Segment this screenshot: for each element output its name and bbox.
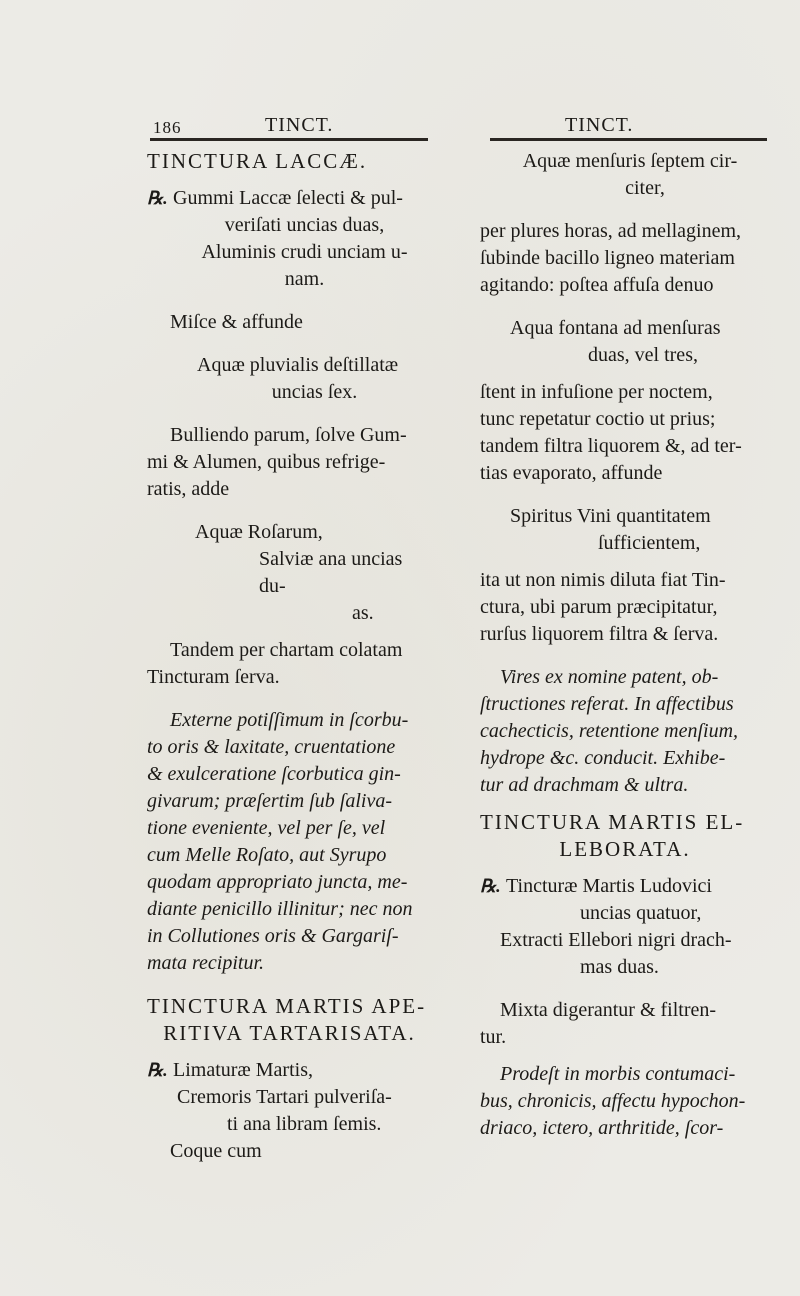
italic-line: hydrope &c. conducit. Exhibe- <box>480 747 726 769</box>
recipe-line: veriſati uncias duas, <box>224 214 385 236</box>
text-line: per plures horas, ad mellaginem, <box>480 220 742 242</box>
page-number: 186 <box>153 118 182 137</box>
running-head-left: TINCT. <box>265 114 334 136</box>
right-column <box>480 148 770 1142</box>
text-line: Tandem per chartam colatam <box>170 639 403 661</box>
italic-line: diante penicillo illinitur; nec non <box>147 898 413 920</box>
recipe-line: Cremoris Tartari pulveriſa- <box>177 1086 392 1108</box>
recipe-line: uncias quatuor, <box>580 902 702 924</box>
text-line: ſufficientem, <box>598 532 701 554</box>
recipe-line: ℞. Gummi Laccæ ſelecti & pul- <box>147 185 432 212</box>
text-line: Tincturam ſerva. <box>147 666 280 688</box>
text-line: citer, <box>625 177 665 199</box>
text-line: Aquæ menſuris ſeptem cir- <box>522 150 738 172</box>
text-line: tunc repetatur coctio ut prius; <box>480 408 716 430</box>
section-title: TINCTURA LACCÆ. <box>147 149 368 173</box>
italic-line: tione eveniente, vel per ſe, vel <box>147 817 386 839</box>
section-title: LEBORATA. <box>559 837 691 861</box>
text-line: Spiritus Vini quantitatem <box>510 505 711 527</box>
italic-line: cum Melle Roſato, aut Syrupo <box>147 844 387 866</box>
section-title: RITIVA TARTARISATA. <box>163 1021 416 1045</box>
italic-line: Externe potiſſimum in ſcorbu- <box>170 709 409 731</box>
text-line: ſubinde bacillo ligneo materiam <box>480 247 735 269</box>
italic-line: tur ad drachmam & ultra. <box>480 774 689 796</box>
header-rule-left <box>150 138 428 141</box>
italic-line: bus, chronicis, affectu hypochon- <box>480 1090 746 1112</box>
recipe-mark: ℞. <box>480 876 501 896</box>
italic-line: quodam appropriato juncta, me- <box>147 871 408 893</box>
text-line: ita ut non nimis diluta fiat Tin- <box>480 569 726 591</box>
left-column <box>147 148 432 1165</box>
italic-line: & exulceratione ſcorbutica gin- <box>147 763 401 785</box>
text-line: Miſce & affunde <box>170 311 303 333</box>
recipe-line: nam. <box>284 268 325 290</box>
text-line: tandem filtra liquorem &, ad ter- <box>480 435 742 457</box>
recipe-line: ti ana libram ſemis. <box>227 1113 382 1135</box>
section-title: TINCTURA MARTIS APE- <box>147 994 427 1018</box>
italic-line: driaco, ictero, arthritide, ſcor- <box>480 1117 724 1139</box>
text-line: uncias ſex. <box>271 381 358 403</box>
section-title: TINCTURA MARTIS EL- <box>480 810 745 834</box>
text-line: agitando: poſtea affuſa denuo <box>480 274 714 296</box>
text-line: Aqua fontana ad menſuras <box>510 317 721 339</box>
recipe-line: Aluminis crudi unciam u- <box>201 241 408 263</box>
italic-line: to oris & laxitate, cruentatione <box>147 736 396 758</box>
header-rule-right <box>490 138 767 141</box>
text-line: ratis, adde <box>147 478 230 500</box>
italic-line: givarum; præſertim ſub ſaliva- <box>147 790 392 812</box>
recipe-line: ℞. Tincturæ Martis Ludovici <box>480 873 770 900</box>
text-line: Mixta digerantur & filtren- <box>500 999 717 1021</box>
italic-line: ſtructiones referat. In affectibus <box>480 693 734 715</box>
recipe-line: ℞. Limaturæ Martis, <box>147 1057 432 1084</box>
running-head-right: TINCT. <box>565 114 634 136</box>
text-line: duas, vel tres, <box>588 344 698 366</box>
recipe-mark: ℞. <box>147 188 168 208</box>
italic-line: mata recipitur. <box>147 952 265 974</box>
text-line: tur. <box>480 1026 507 1048</box>
text-line: Aquæ pluvialis deſtillatæ <box>197 354 399 376</box>
italic-line: in Collutiones oris & Gargariſ- <box>147 925 399 947</box>
text-line: Aquæ Roſarum, <box>195 521 323 543</box>
text-line: ſtent in infuſione per noctem, <box>480 381 713 403</box>
text-line: rurſus liquorem filtra & ſerva. <box>480 623 719 645</box>
italic-line: Prodeſt in morbis contumaci- <box>500 1063 736 1085</box>
text-line: tias evaporato, affunde <box>480 462 663 484</box>
text-line: ctura, ubi parum præcipitatur, <box>480 596 718 618</box>
recipe-mark: ℞. <box>147 1060 168 1080</box>
italic-line: Vires ex nomine patent, ob- <box>500 666 719 688</box>
text-line: Bulliendo parum, ſolve Gum- <box>170 424 407 446</box>
recipe-line: mas duas. <box>580 956 659 978</box>
text-line: Coque cum <box>170 1140 262 1162</box>
recipe-line: Extracti Ellebori nigri drach- <box>500 929 732 951</box>
text-line: as. <box>352 602 374 624</box>
text-line: mi & Alumen, quibus refrige- <box>147 451 386 473</box>
italic-line: cachecticis, retentione menſium, <box>480 720 739 742</box>
text-line: Salviæ ana uncias du- <box>259 548 403 597</box>
